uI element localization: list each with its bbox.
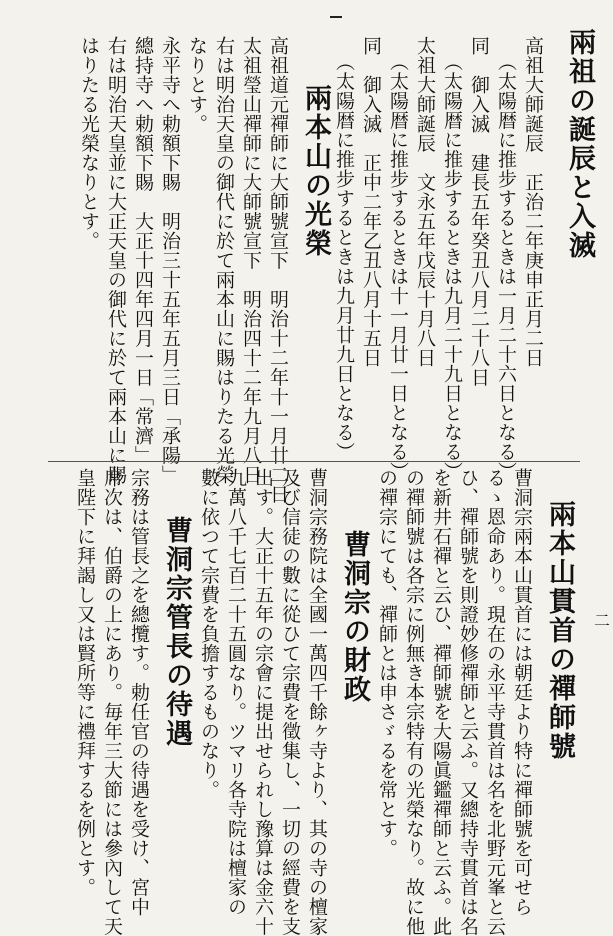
text-line: 曹洞宗兩本山貫首には朝廷より特に禪師號を可せら	[511, 468, 533, 917]
page-number: 二	[594, 611, 611, 630]
text-line: 永平寺へ勅額下賜 明治三十五年五月三日「承陽」	[159, 36, 181, 485]
text-line: なりとす。	[186, 36, 208, 134]
text-line: （太陽暦に推步するときは九月二十九日となる）	[441, 52, 463, 481]
text-line: （太陽暦に推步するときは一月二十六日となる）	[495, 52, 517, 481]
text-line: を新井石禪と云ひ、禪師號を大陽眞鑑禪師と云ふ。此	[430, 468, 452, 936]
heading-founders-dates: 兩祖の誕辰と入滅	[564, 28, 595, 260]
text-line: 席次は、伯爵の上にあり。毎年三大節には參內して天	[101, 468, 123, 936]
heading-chief-abbot-treatment: 曹洞宗管長の待遇	[161, 516, 192, 748]
text-line: の禪師號は各宗に例無き本宗特有の光榮なり。故に他	[403, 468, 425, 936]
text-line: 高祖道元禪師に大師號宣下 明治十二年十一月廿二日	[267, 36, 289, 504]
text-line: 皇陛下に拜謁し又は賢所等に禮拜するを例とす。	[74, 468, 96, 897]
text-line: 數に依つて宗費を負擔するものなり。	[198, 468, 220, 800]
text-line: 右は明治天皇の御代に於て兩本山に賜はりたる光榮	[213, 36, 235, 485]
text-line: はりたる光榮なりとす。	[78, 36, 100, 251]
heading-head-temples-honors: 兩本山の光榮	[300, 84, 331, 258]
heading-sect-finances: 曹洞宗の財政	[339, 530, 370, 704]
text-line: 右は明治天皇並に大正天皇の御代に於て兩本山に賜	[105, 36, 127, 485]
text-line: （太陽暦に推步するときは十一月廿一日となる）	[387, 52, 409, 481]
text-line: 太祖瑩山禪師に大師號宣下 明治四十二年九月八日	[240, 36, 262, 485]
text-line: 同 御入滅 正中二年乙丑八月十五日	[360, 36, 382, 368]
text-line: 高祖大師誕辰 正治二年庚申正月二日	[522, 36, 544, 368]
heading-abbot-titles: 兩本山貫首の禪師號	[544, 500, 575, 761]
text-line: （太陽暦に推步するときは九月廿九日となる）	[333, 52, 355, 462]
text-line: 總持寺へ勅額下賜 大正十四年四月一日「常濟」	[132, 36, 154, 465]
text-line: 同 御入滅 建長五年癸丑八月二十八日	[468, 36, 490, 387]
section-divider	[48, 461, 580, 462]
text-line: 及び信徒の數に從ひて宗費を徵集し、一切の經費を支	[279, 468, 301, 936]
text-line: 宗務は管長之を總攬す。勅任官の待遇を受け、宮中	[128, 468, 150, 917]
text-line: ひ、禪師號を則證妙修禪師と云ふ。又總持寺貫首は名	[457, 468, 479, 936]
text-line: 出す。大正十五年の宗會に提出せられし豫算は金六十	[252, 468, 274, 936]
top-margin-mark	[330, 16, 342, 18]
text-line: るゝ恩命あり。現在の永平寺貫首は名を北野元峯と云	[484, 468, 506, 936]
text-line: 九萬八千七百二十五圓なり。ツマリ各寺院は檀家の	[225, 468, 247, 917]
text-line: 曹洞宗務院は全國一萬四千餘ヶ寺より、其の寺の檀家	[306, 468, 328, 936]
text-line: の禪宗にても、禪師とは申さゞるを常とす。	[376, 468, 398, 858]
text-line: 太祖大師誕辰 文永五年戊辰十月八日	[414, 36, 436, 368]
